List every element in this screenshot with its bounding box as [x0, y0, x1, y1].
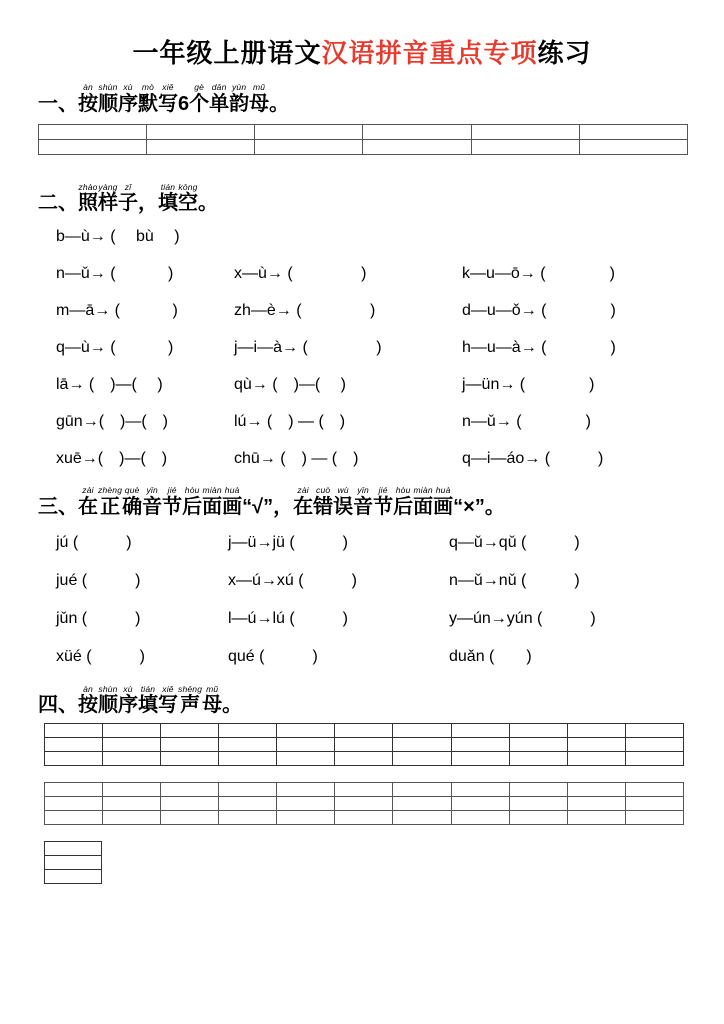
ruby-char: mǔ 母	[202, 683, 223, 717]
section-4-period: 。	[222, 694, 243, 717]
ruby-char: yīn 音	[142, 485, 163, 518]
grid-cell[interactable]	[567, 724, 625, 738]
answer-grid-section-1[interactable]	[38, 124, 688, 155]
grid-row	[45, 797, 684, 811]
ruby-char: yīn 音	[353, 485, 374, 518]
ruby-char: yùn 韵	[229, 82, 250, 115]
grid-cell[interactable]	[161, 724, 219, 738]
ruby-char: jié 节	[373, 485, 394, 518]
grid-cell[interactable]	[625, 783, 683, 797]
grid-cell[interactable]	[393, 797, 451, 811]
grid-cell[interactable]	[335, 738, 393, 752]
grid-cell[interactable]	[579, 139, 687, 154]
section-3-ruby-group-a	[78, 486, 242, 517]
grid-cell[interactable]	[625, 752, 683, 766]
ruby-char: hòu 后	[182, 485, 203, 518]
ruby-char: xiě 写	[158, 683, 178, 717]
exercise-item[interactable]: jú ( )	[56, 533, 132, 551]
grid-row	[39, 139, 688, 154]
grid-cell[interactable]	[567, 752, 625, 766]
ruby-char: miàn 面	[413, 485, 434, 518]
grid-cell[interactable]	[277, 724, 335, 738]
answer-grid-section-4-b[interactable]	[44, 782, 684, 825]
exercise-item[interactable]: qué ( )	[228, 647, 318, 665]
section-1-ruby-group-b	[189, 83, 269, 114]
exercise-item[interactable]: h—u—à→ ( )	[462, 339, 616, 357]
exercise-item[interactable]: jǔn ( )	[56, 609, 141, 627]
section-heading-4	[38, 685, 724, 716]
ruby-char: xù 序	[118, 683, 138, 717]
grid-cell[interactable]	[579, 124, 687, 139]
grid-cell[interactable]	[103, 797, 161, 811]
grid-cell[interactable]	[255, 139, 363, 154]
grid-cell[interactable]	[103, 752, 161, 766]
grid-cell[interactable]	[567, 783, 625, 797]
grid-cell[interactable]	[219, 752, 277, 766]
grid-cell[interactable]	[393, 752, 451, 766]
grid-cell[interactable]	[509, 738, 567, 752]
exercise-item[interactable]: xuē→( )—( )	[56, 450, 168, 468]
grid-cell[interactable]	[509, 783, 567, 797]
ruby-char: àn 按	[78, 82, 98, 115]
grid-cell[interactable]	[567, 811, 625, 825]
exercise-item[interactable]: lú→ ( ) — ( )	[234, 413, 346, 431]
section-3-ruby-group-b	[293, 486, 453, 517]
answer-grid-section-4-a[interactable]	[44, 723, 684, 766]
grid-cell[interactable]	[471, 139, 579, 154]
exercise-item[interactable]: j—i—à→ ( )	[234, 339, 382, 357]
exercise-item[interactable]: n—ǔ→nǔ ( )	[449, 571, 580, 589]
exercise-row[interactable]	[56, 533, 724, 553]
grid-cell[interactable]	[147, 139, 255, 154]
exercise-item[interactable]: d—u—ǒ→ ( )	[462, 302, 616, 320]
grid-cell[interactable]	[161, 811, 219, 825]
grid-cell[interactable]	[451, 752, 509, 766]
grid-cell[interactable]	[363, 124, 471, 139]
exercise-item[interactable]: n—ǔ→ ( )	[56, 265, 174, 283]
grid-cell[interactable]	[45, 724, 103, 738]
section-3-check-mark-text: “√”，	[242, 495, 294, 518]
exercise-item[interactable]: j—ün→ ( )	[462, 376, 595, 394]
grid-cell[interactable]	[451, 797, 509, 811]
exercise-item[interactable]: qù→ ( )—( )	[234, 376, 347, 394]
exercise-list-section-3	[56, 533, 724, 667]
ruby-char: shēng 声	[178, 683, 203, 717]
exercise-row[interactable]	[56, 264, 724, 284]
grid-cell[interactable]	[219, 797, 277, 811]
grid-cell[interactable]	[471, 124, 579, 139]
title-part-highlight: 汉语拼音重点专项	[321, 38, 538, 68]
exercise-item[interactable]: y—ún→yún ( )	[449, 609, 596, 627]
ruby-char: gè 个	[189, 82, 210, 115]
ruby-char: shùn 顺	[98, 82, 118, 115]
exercise-row[interactable]	[56, 647, 724, 667]
grid-row	[45, 856, 102, 870]
grid-cell[interactable]	[277, 752, 335, 766]
ruby-char: tián 填	[158, 181, 178, 215]
grid-cell[interactable]	[277, 797, 335, 811]
ruby-char: zài 在	[78, 485, 98, 518]
ruby-char: shùn 顺	[98, 683, 118, 717]
section-2-comma: ，	[138, 192, 158, 215]
grid-cell[interactable]	[509, 811, 567, 825]
ruby-char: zài 在	[293, 485, 314, 518]
grid-cell[interactable]	[335, 797, 393, 811]
ruby-char: miàn 面	[202, 485, 223, 518]
grid-cell[interactable]	[45, 842, 102, 856]
ruby-char: kōng 空	[178, 181, 198, 215]
ruby-char: àn 按	[78, 683, 98, 717]
exercise-row[interactable]	[56, 338, 724, 358]
exercise-item[interactable]: x—ù→ ( )	[234, 265, 367, 283]
exercise-item[interactable]: chū→ ( ) — ( )	[234, 450, 359, 468]
exercise-row[interactable]	[56, 449, 724, 469]
grid-cell[interactable]	[277, 738, 335, 752]
ruby-char: dān 单	[209, 82, 230, 115]
ruby-char: zǐ 子	[118, 181, 138, 215]
grid-cell[interactable]	[625, 811, 683, 825]
grid-cell[interactable]	[161, 738, 219, 752]
grid-cell[interactable]	[393, 811, 451, 825]
page-title	[0, 0, 724, 69]
grid-cell[interactable]	[39, 139, 147, 154]
grid-row	[45, 811, 684, 825]
ruby-char: xù 序	[118, 82, 138, 115]
grid-cell[interactable]	[161, 783, 219, 797]
ruby-char: huà 画	[433, 485, 454, 518]
grid-cell[interactable]	[103, 783, 161, 797]
exercise-row[interactable]	[56, 227, 724, 247]
grid-cell[interactable]	[335, 752, 393, 766]
grid-cell[interactable]	[45, 856, 102, 870]
exercise-item[interactable]: k—u—ō→ ( )	[462, 265, 615, 283]
ruby-char: mǔ 母	[249, 82, 270, 115]
grid-cell[interactable]	[451, 811, 509, 825]
grid-cell[interactable]	[625, 724, 683, 738]
grid-cell[interactable]	[161, 752, 219, 766]
grid-cell[interactable]	[451, 738, 509, 752]
title-part-1: 一年级上册语文	[132, 38, 322, 68]
section-1-period: 。	[269, 92, 290, 115]
section-1-count: 6	[178, 92, 190, 115]
grid-cell[interactable]	[45, 797, 103, 811]
exercise-item[interactable]: q—i—áo→ ( )	[462, 450, 604, 468]
grid-row	[45, 738, 684, 752]
exercise-item[interactable]: lā→ ( )—( )	[56, 376, 163, 394]
grid-row	[45, 870, 102, 884]
grid-cell[interactable]	[393, 738, 451, 752]
section-heading-1	[38, 83, 724, 114]
grid-cell[interactable]	[509, 724, 567, 738]
section-2-period: 。	[198, 192, 218, 215]
ruby-char: huà 画	[222, 485, 243, 518]
exercise-item[interactable]: jué ( )	[56, 571, 141, 589]
section-number-2: 二、	[38, 192, 78, 215]
grid-cell[interactable]	[219, 738, 277, 752]
section-2-ruby-group-a	[78, 183, 138, 214]
grid-cell[interactable]	[335, 724, 393, 738]
exercise-item[interactable]: n—ǔ→ ( )	[462, 413, 591, 431]
grid-cell[interactable]	[45, 783, 103, 797]
section-3-cross-mark-text: “×”。	[453, 495, 505, 518]
grid-cell[interactable]	[45, 752, 103, 766]
section-number-1: 一、	[38, 92, 78, 115]
ruby-char: mò 默	[138, 82, 158, 115]
ruby-char: què 确	[122, 485, 143, 518]
grid-cell[interactable]	[103, 724, 161, 738]
grid-cell[interactable]	[451, 724, 509, 738]
section-2-ruby-group-b	[158, 183, 198, 214]
grid-cell[interactable]	[103, 738, 161, 752]
exercise-item[interactable]: q—ǔ→qǔ ( )	[449, 533, 580, 551]
section-4-ruby-group	[78, 685, 222, 716]
grid-cell[interactable]	[625, 797, 683, 811]
section-number-3: 三、	[38, 495, 78, 518]
grid-cell[interactable]	[277, 811, 335, 825]
exercise-item[interactable]: xüé ( )	[56, 647, 145, 665]
section-number-4: 四、	[38, 694, 78, 717]
grid-cell[interactable]	[625, 738, 683, 752]
grid-cell[interactable]	[363, 139, 471, 154]
exercise-item[interactable]: b—ù→ ( bù )	[56, 228, 180, 246]
exercise-row[interactable]	[56, 571, 724, 591]
exercise-item[interactable]: zh—è→ ( )	[234, 302, 376, 320]
grid-cell[interactable]	[277, 783, 335, 797]
exercise-row[interactable]	[56, 609, 724, 629]
grid-cell[interactable]	[509, 797, 567, 811]
exercise-item[interactable]: m—ā→ ( )	[56, 302, 178, 320]
exercise-item[interactable]: j—ü→jü ( )	[228, 533, 349, 551]
grid-cell[interactable]	[255, 124, 363, 139]
grid-cell[interactable]	[509, 752, 567, 766]
ruby-char: zhào 照	[78, 181, 98, 215]
ruby-char: tián 填	[138, 683, 158, 717]
exercise-item[interactable]: l—ú→lú ( )	[228, 609, 349, 627]
ruby-char: wù 误	[333, 485, 354, 518]
ruby-char: xiě 写	[158, 82, 178, 115]
grid-cell[interactable]	[45, 811, 103, 825]
grid-cell[interactable]	[219, 811, 277, 825]
grid-cell[interactable]	[45, 738, 103, 752]
grid-cell[interactable]	[39, 124, 147, 139]
section-1-ruby-group-a	[78, 83, 178, 114]
ruby-char: hòu 后	[393, 485, 414, 518]
grid-cell[interactable]	[451, 783, 509, 797]
ruby-char: zhèng 正	[98, 485, 123, 518]
ruby-char: cuò 错	[313, 485, 334, 518]
section-heading-2	[38, 183, 724, 214]
exercise-row[interactable]	[56, 301, 724, 321]
ruby-char: jié 节	[162, 485, 183, 518]
grid-row	[45, 783, 684, 797]
grid-cell[interactable]	[219, 724, 277, 738]
title-part-3: 练习	[537, 38, 592, 68]
grid-cell[interactable]	[393, 783, 451, 797]
grid-cell[interactable]	[45, 870, 102, 884]
grid-cell[interactable]	[147, 124, 255, 139]
grid-cell[interactable]	[393, 724, 451, 738]
grid-cell[interactable]	[103, 811, 161, 825]
grid-row	[39, 124, 688, 139]
exercise-item[interactable]: q—ù→ ( )	[56, 339, 174, 357]
section-heading-3	[38, 486, 724, 517]
exercise-item[interactable]: duǎn ( )	[449, 647, 532, 665]
grid-row	[45, 752, 684, 766]
answer-grid-section-4-c[interactable]	[44, 841, 102, 884]
grid-row	[45, 842, 102, 856]
grid-cell[interactable]	[567, 738, 625, 752]
grid-cell[interactable]	[335, 783, 393, 797]
grid-cell[interactable]	[567, 797, 625, 811]
exercise-row[interactable]	[56, 412, 724, 432]
ruby-char: yàng 样	[98, 181, 118, 215]
exercise-item[interactable]: x—ú→xú ( )	[228, 571, 357, 589]
grid-cell[interactable]	[219, 783, 277, 797]
grid-row	[45, 724, 684, 738]
exercise-row[interactable]	[56, 375, 724, 395]
exercise-list-section-2	[56, 227, 724, 469]
exercise-item[interactable]: gūn→( )—( )	[56, 413, 169, 431]
grid-cell[interactable]	[161, 797, 219, 811]
grid-cell[interactable]	[335, 811, 393, 825]
